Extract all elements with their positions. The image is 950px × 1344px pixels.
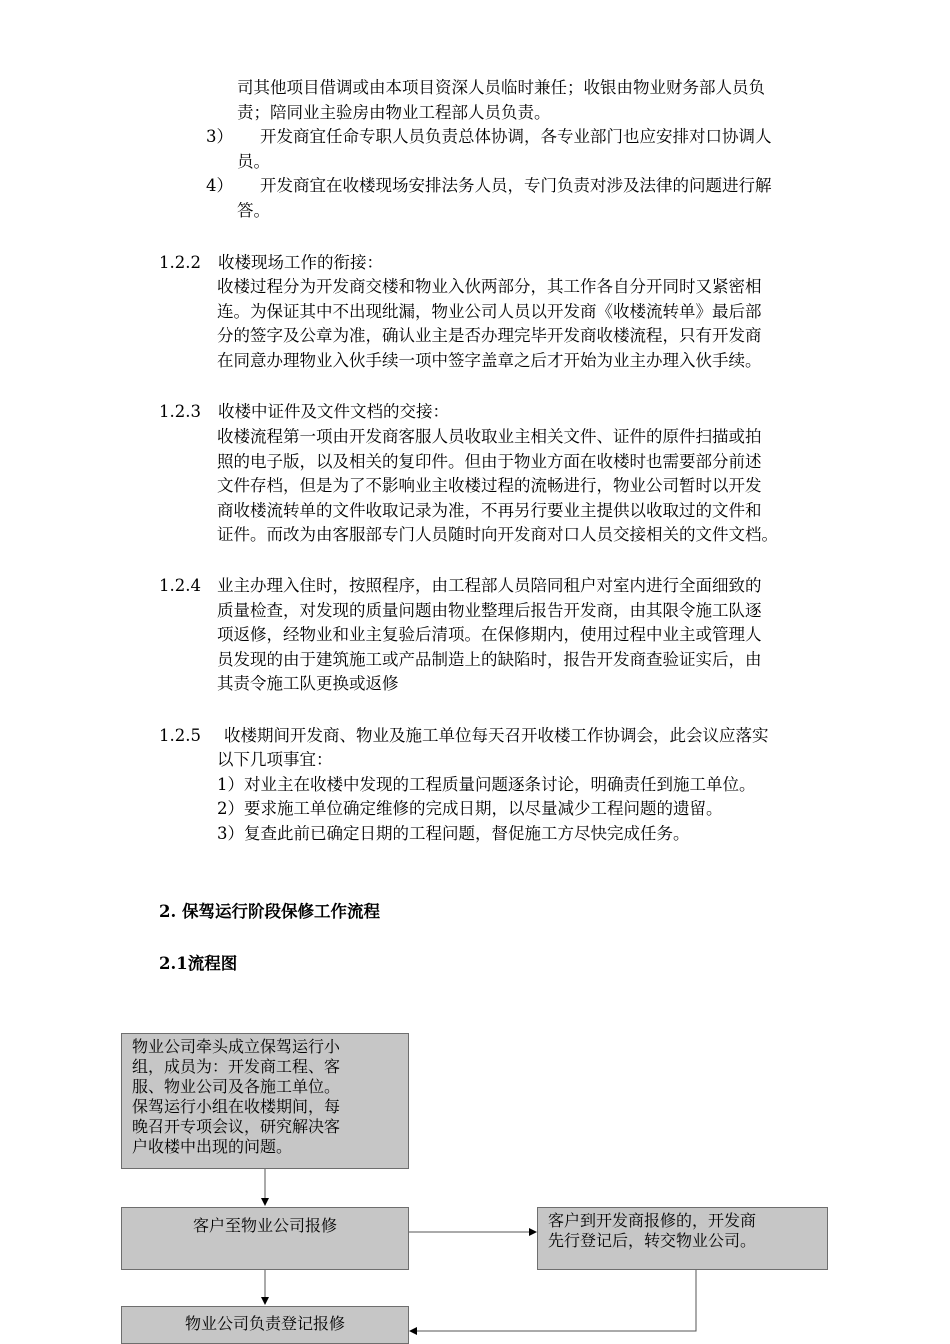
text-line: 开发商宜在收楼现场安排法务人员，专门负责对涉及法律的问题进行解 bbox=[260, 176, 772, 195]
text-line: 收楼期间开发商、物业及施工单位每天召开收楼工作协调会，此会议应落实 bbox=[224, 726, 769, 745]
heading-2-1: 2.1流程图 bbox=[159, 954, 238, 973]
item-number: 4） bbox=[206, 176, 233, 195]
text-line: 连。为保证其中不出现纰漏，物业公司人员以开发商《收楼流转单》最后部 bbox=[217, 301, 762, 321]
text-line: 其责令施工队更换或返修 bbox=[217, 674, 399, 693]
text-line: 3）复查此前已确定日期的工程问题，督促施工方尽快完成任务。 bbox=[217, 823, 690, 843]
text-line: 答。 bbox=[237, 200, 270, 220]
text-line: 分的签字及公章为准，确认业主是否办理完毕开发商收楼流程，只有开发商 bbox=[217, 326, 762, 345]
text-line: 以下几项事宜： bbox=[217, 750, 333, 769]
text-line: 质量检查，对发现的质量问题由物业整理后报告开发商，由其限令施工队逐 bbox=[217, 600, 762, 620]
box-text-line: 客户至物业公司报修 bbox=[192, 1216, 337, 1235]
flow-box-report-to-developer bbox=[537, 1207, 828, 1270]
box-text-line: 物业公司牵头成立保驾运行小 bbox=[132, 1037, 341, 1056]
box-text-line: 先行登记后，转交物业公司。 bbox=[548, 1231, 757, 1250]
text-line: 开发商宜任命专职人员负责总体协调，各专业部门也应安排对口协调人 bbox=[260, 127, 772, 146]
box-text-line: 物业公司负责登记报修 bbox=[184, 1314, 345, 1333]
text-line: 照的电子版，以及相关的复印件。但由于物业方面在收楼时也需要部分前述 bbox=[217, 451, 762, 471]
box-text-line: 保驾运行小组在收楼期间，每 bbox=[132, 1097, 341, 1116]
flow-box-report-to-property bbox=[121, 1207, 409, 1270]
text-line: 员。 bbox=[237, 151, 270, 171]
section-title: 收楼现场工作的衔接： bbox=[218, 253, 383, 272]
section-title: 收楼中证件及文件文档的交接： bbox=[218, 402, 449, 421]
box-text-line: 服、物业公司及各施工单位。 bbox=[132, 1077, 341, 1096]
box-text-line: 组，成员为：开发商工程、客 bbox=[132, 1057, 341, 1076]
text-line: 收楼过程分为开发商交楼和物业入伙两部分，其工作各自分开同时又紧密相 bbox=[217, 277, 762, 296]
box-text-line: 客户到开发商报修的，开发商 bbox=[548, 1211, 757, 1230]
flow-box-form-team bbox=[121, 1033, 409, 1169]
section-number: 1.2.2 bbox=[159, 253, 201, 272]
box-text-line: 户收楼中出现的问题。 bbox=[132, 1137, 293, 1156]
text-line: 司其他项目借调或由本项目资深人员临时兼任；收银由物业财务部人员负 bbox=[237, 78, 765, 97]
text-line: 项返修，经物业和业主复验后清项。在保修期内，使用过程中业主或管理人 bbox=[217, 625, 762, 644]
text-line: 收楼流程第一项由开发商客服人员收取业主相关文件、证件的原件扫描或拍 bbox=[217, 427, 762, 446]
arrow-box3-to-box4 bbox=[410, 1270, 696, 1331]
text-line: 1）对业主在收楼中发现的工程质量问题逐条讨论，明确责任到施工单位。 bbox=[217, 774, 756, 794]
text-line: 商收楼流转单的文件收取记录为准，不再另行要业主提供以收取过的文件和 bbox=[217, 500, 762, 520]
text-line: 业主办理入住时，按照程序，由工程部人员陪同租户对室内进行全面细致的 bbox=[217, 576, 762, 595]
section-number: 1.2.5 bbox=[159, 726, 201, 745]
heading-2: 2. 保驾运行阶段保修工作流程 bbox=[159, 902, 380, 921]
text-line: 责；陪同业主验房由物业工程部人员负责。 bbox=[237, 102, 551, 122]
text-line: 证件。而改为由客服部专门人员随时向开发商对口人员交接相关的文件文档。 bbox=[217, 525, 778, 544]
flow-box-register-repair bbox=[121, 1306, 409, 1344]
text-line: 2）要求施工单位确定维修的完成日期，以尽量减少工程问题的遗留。 bbox=[217, 799, 723, 818]
item-number: 3） bbox=[206, 127, 233, 146]
text-line: 在同意办理物业入伙手续一项中签字盖章之后才开始为业主办理入伙手续。 bbox=[217, 350, 762, 370]
text-line: 文件存档，但是为了不影响业主收楼过程的流畅进行，物业公司暂时以开发 bbox=[217, 476, 762, 495]
section-number: 1.2.4 bbox=[159, 576, 201, 595]
text-line: 员发现的由于建筑施工或产品制造上的缺陷时，报告开发商查验证实后，由 bbox=[217, 649, 762, 669]
section-number: 1.2.3 bbox=[159, 402, 201, 421]
box-text-line: 晚召开专项会议，研究解决客 bbox=[132, 1117, 341, 1136]
